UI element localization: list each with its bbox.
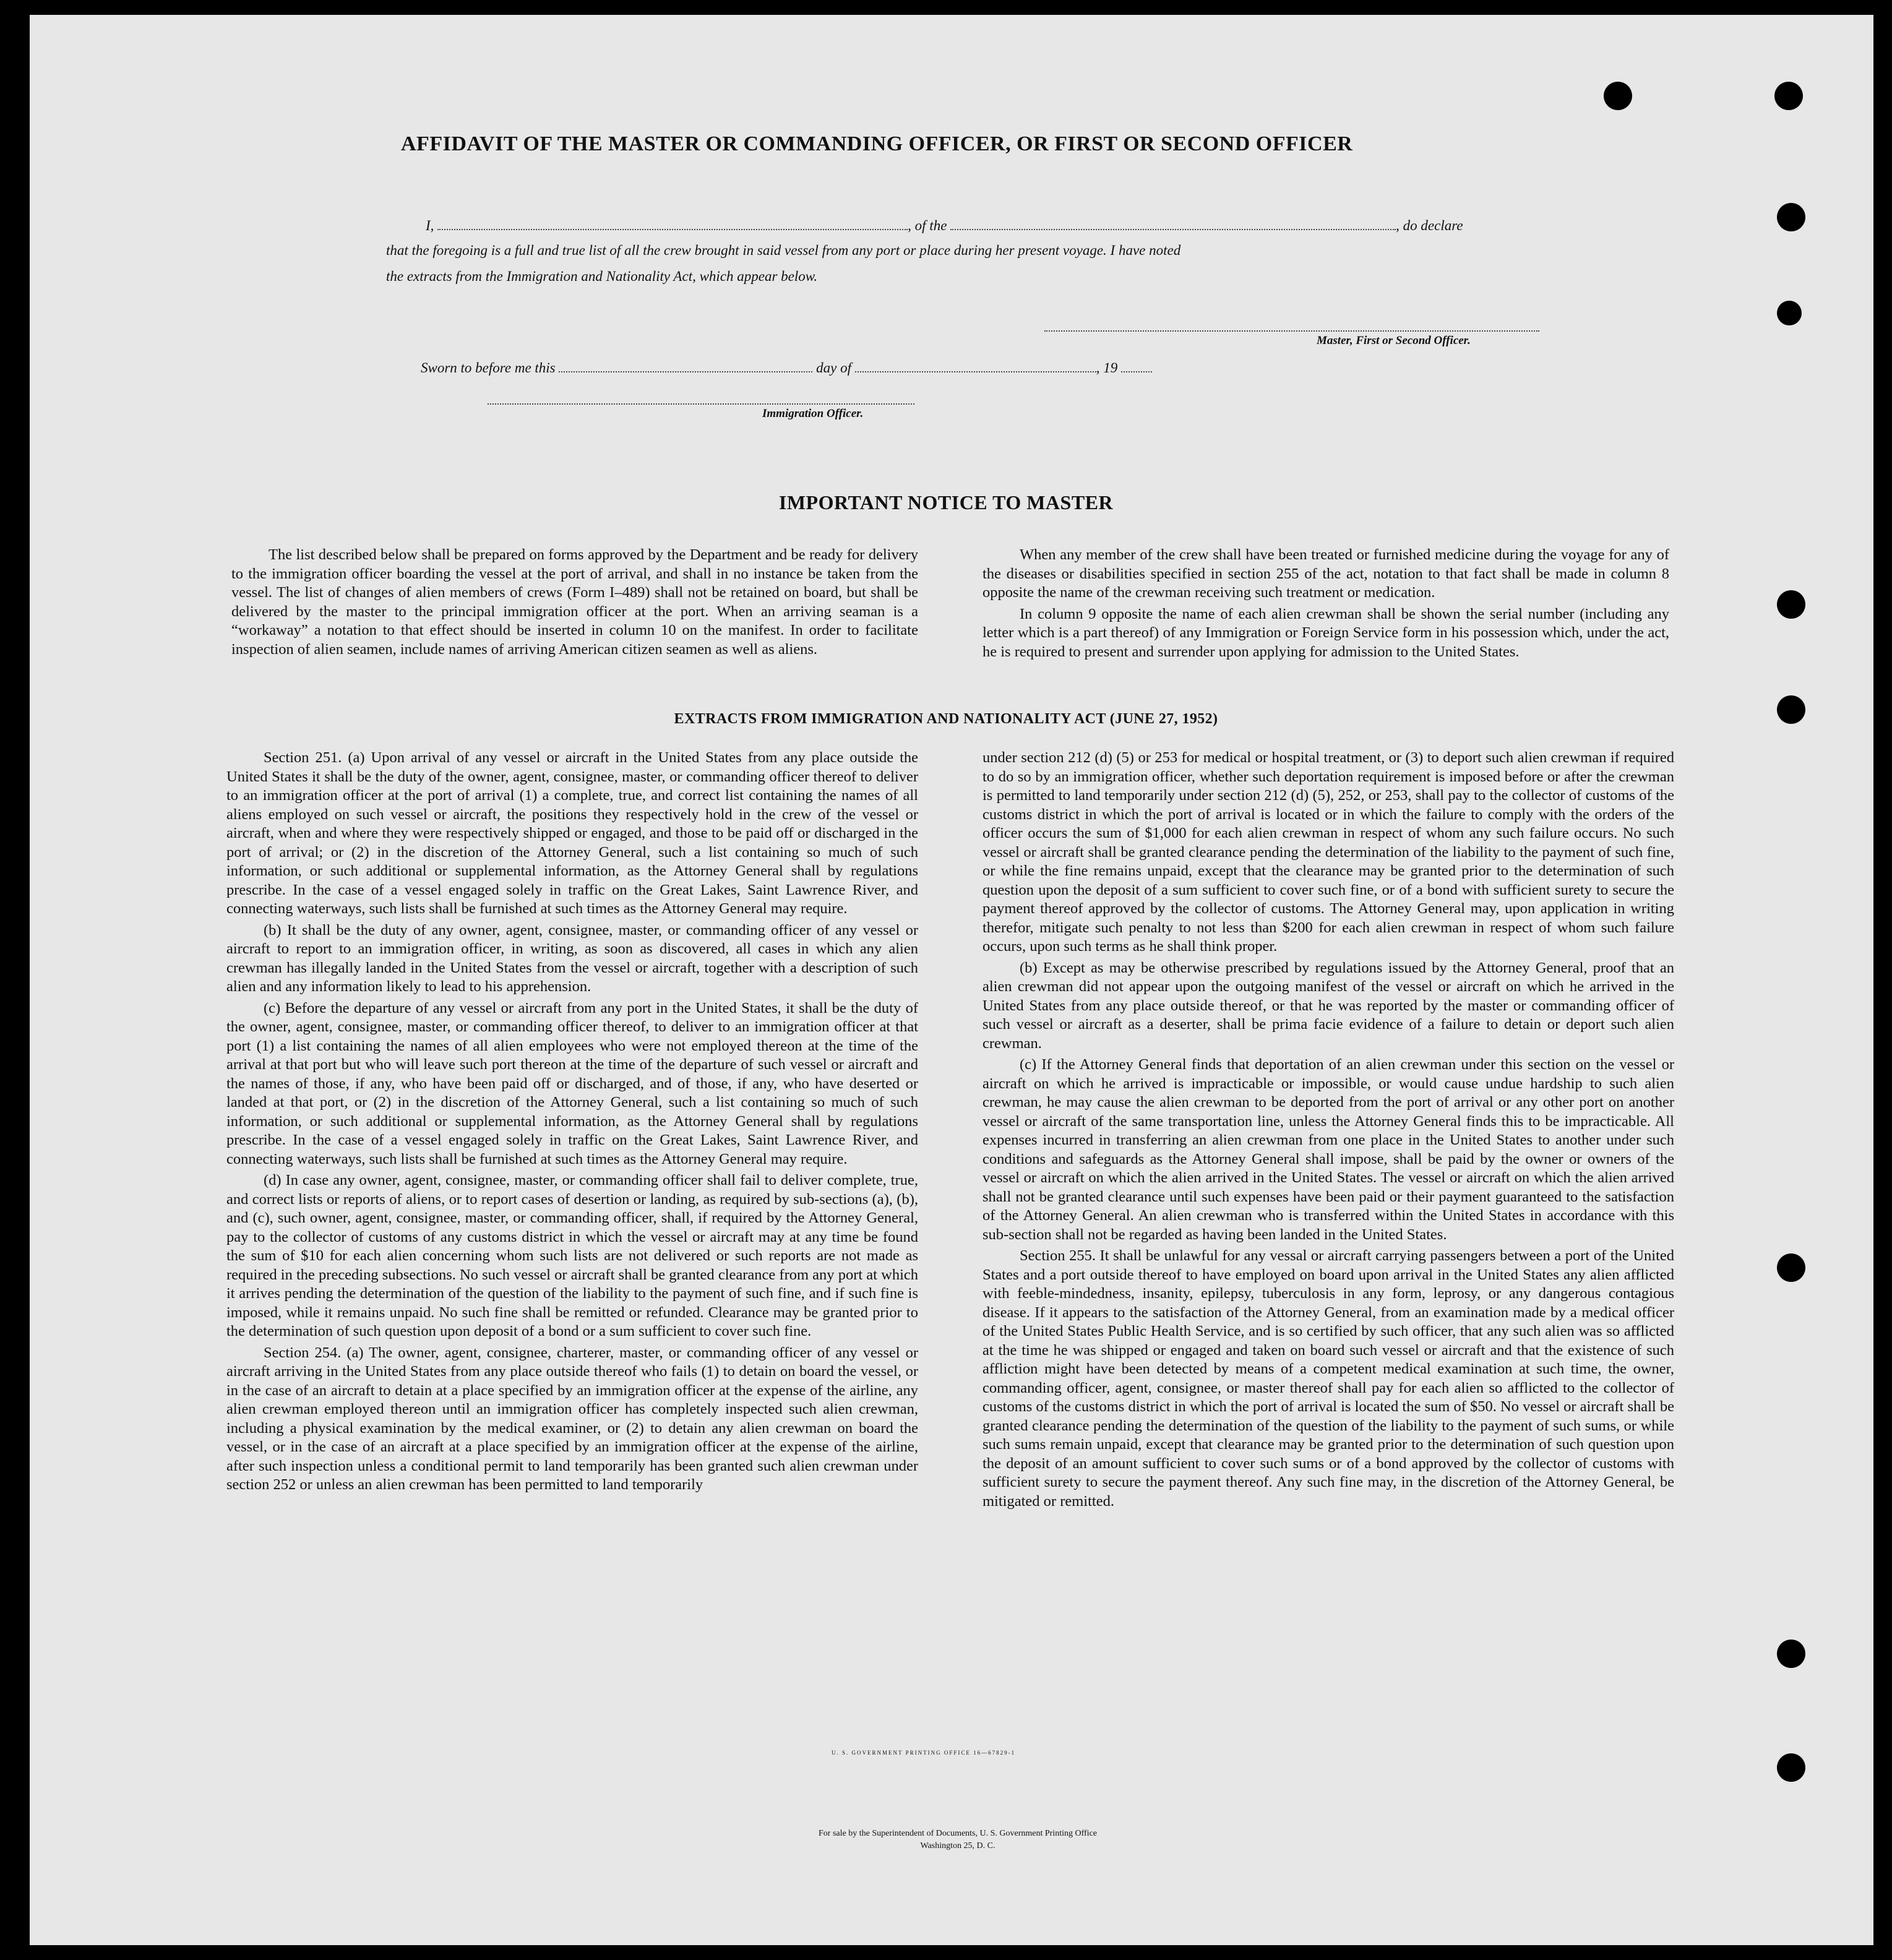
punch-hole-icon	[1777, 695, 1805, 724]
section-251b: (b) It shall be the duty of any owner, agent, consignee, master, or commanding officer of any vessel or aircraft to report to an immigration officer, in writing, as soon as discovered, all cases in which any alien crewman has illegally landed in the United States from the vessel or aircraft, together with a description of such alien and any information likely to lead to his apprehension.	[226, 921, 918, 995]
declaration-declare-label: , do declare	[1396, 218, 1463, 233]
punch-hole-icon	[1774, 82, 1803, 110]
section-251d: (d) In case any owner, agent, consignee, master, or commanding officer shall fail to deliver complete, true, and correct lists or reports of aliens, or to report cases of desertion or landing, as required by sub-sections (a), (b), and (c), such owner, agent, consignee, master, or commanding officer, shall, if required by the Attorney General, pay to the collector of customs of any customs district in which the vessel or aircraft may at any time be found the sum of $10 for each alien concerning whom such lists are not delivered or such reports are not made as required in the preceding subsections. No such vessel or aircraft shall be granted clearance from any port at which it arrives pending the determination of the question of the liability to the payment of such fine, and if such fine is imposed, while it remains unpaid. No such fine shall be remitted or refunded. Clearance may be granted prior to the determination of such question upon deposit of a bond or a sum sufficient to cover such fine.	[226, 1172, 918, 1339]
master-signature-line[interactable]	[1044, 330, 1539, 332]
section-254b: (b) Except as may be otherwise prescribed by regulations issued by the Attorney General, proof that an alien crewman did not appear upon the outgoing manifest of the vessel or aircraft on which he arrived in the United States from any place outside thereof, or that he was reported by the master or commanding officer of such vessel or aircraft as a deserter, shall be prima facie evidence of a failure to detain or deport such alien crewman.	[983, 959, 1674, 1052]
year-label: , 19	[1096, 360, 1118, 376]
notice-left-paragraph: The list described below shall be prepared on forms approved by the Department and be ready for delivery to the immigration officer boarding the vessel at the port of arrival, and shall in no instance be taken from the vessel. The list of changes of alien members of crews (Form I–489) shall not be retained on board, but shall be delivered by the master to the principal immigration officer at the port. When an arriving seaman is a “workaway” a notation to that effect should be inserted in column 10 on the manifest. In order to facilitate inspection of alien seamen, include names of arriving American citizen seamen as well as aliens.	[231, 546, 918, 658]
vessel-name-field[interactable]	[950, 217, 1396, 230]
section-254a-continued: under section 212 (d) (5) or 253 for medical or hospital treatment, or (3) to deport such alien crewman if required to do so by an immigration officer, whether such deportation requirement is imposed before or after the crewman is permitted to land temporarily under section 212 (d) (5), 252, or 253, shall pay to the collector of customs of the customs district in which the port of arrival is located or in which the failure to comply with the orders of the officer occurs the sum of $1,000 for each alien crewman in respect of whom any such failure occurs. No such vessel or aircraft shall be granted clearance pending the determination of the liability to the payment of such fine, or while the fine remains unpaid, except that the clearance may be granted prior to the determination of such question upon the deposit of a sum sufficient to cover such fine, or of a bond with sufficient surety to secure the payment thereof approved by the collector of customs. The Attorney General may, upon application in writing therefor, mitigate such penalty to not less than $200 for each alien crewman in respect of whom such failure occurs, upon such terms as he shall think proper.	[983, 749, 1674, 955]
officer-name-field[interactable]	[437, 217, 908, 230]
punch-hole-icon	[1604, 82, 1632, 110]
declaration-i-label: I,	[426, 218, 434, 233]
declaration-of-the-label: , of the	[908, 218, 947, 233]
notice-left-column	[231, 546, 918, 661]
section-254c: (c) If the Attorney General finds that deportation of an alien crewman under this section on the vessel or aircraft on which he arrived is impracticable or impossible, or would cause undue hardship to such alien crewman, he may cause the alien crewman to be deported from the port of arrival or any other port on another vessel or aircraft of the same transportation line, unless the Attorney General finds this to be impracticable. All expenses incurred in transferring an alien crewman from one place in the United States to another under such conditions and safeguards as the Attorney General shall impose, shall be paid by the owner or owners of the vessel or aircraft on which the alien arrived in the United States. The vessel or aircraft on which the alien arrived shall not be granted clearance until such expenses have been paid or their payment guaranteed to the satisfaction of the Attorney General. An alien crewman who is transferred within the United States in accordance with this sub-section shall not be regarded as having been landed in the United States.	[983, 1056, 1674, 1243]
punch-hole-icon	[1777, 1253, 1805, 1282]
notice-right-paragraph-1: When any member of the crew shall have been treated or furnished medicine during the voyage for any of the diseases or disabilities specified in section 255 of the act, notation to that fact shall be made in column 8 opposite the name of the crewman receiving such treatment or medication.	[983, 546, 1669, 601]
printing-office-imprint: U. S. GOVERNMENT PRINTING OFFICE 16—67829-1	[832, 1750, 1016, 1756]
affidavit-title: AFFIDAVIT OF THE MASTER OR COMMANDING OFFICER, OR FIRST OR SECOND OFFICER	[401, 132, 1353, 155]
punch-hole-icon	[1777, 1753, 1805, 1782]
extracts-right-column	[983, 749, 1674, 1513]
sale-notice-line2: Washington 25, D. C.	[920, 1841, 995, 1850]
section-251c: (c) Before the departure of any vessel or aircraft from any port in the United States, it shall be the duty of the owner, agent, consignee, master, or commanding officer thereof, to deliver to an immigration officer at that port (1) a list containing the names of all alien employees who were not employed thereon at the time of the arrival at that port but who will leave such port thereon at the time of the departure of such vessel or aircraft and the names of those, if any, who have been paid off or discharged, and of those, if any, who have deserted or landed at that port, or (2) in the discretion of the Attorney General, such a list containing so much of such information, or such additional or supplemental information, as the Attorney General shall by regulations prescribe. In the case of a vessel engaged solely in traffic on the Great Lakes, Saint Lawrence River, and connecting waterways, such lists shall be furnished at such times as the Attorney General may require.	[226, 999, 918, 1167]
section-254a: Section 254. (a) The owner, agent, consignee, charterer, master, or commanding officer of any vessel or aircraft arriving in the United States from any place outside thereof who fails (1) to detain on board the vessel, or in the case of an aircraft to detain at a place specified by an immigration officer at the expense of the airline, any alien crewman employed thereon until an immigration officer has completely inspected such alien crewman, including a physical examination by the medical examiner, or (2) to detain any alien crewman on board the vessel, or in the case of an aircraft at a place specified by an immigration officer at the expense of the airline, after such inspection unless a conditional permit to land temporarily has been granted such alien crewman under section 252 or unless an alien crewman has been permitted to land temporarily	[226, 1344, 918, 1493]
immigration-officer-label: Immigration Officer.	[762, 407, 864, 420]
form-sheet	[30, 15, 1873, 1945]
declaration-line	[426, 217, 1576, 234]
master-signature-label: Master, First or Second Officer.	[1317, 334, 1471, 347]
notice-right-paragraph-2: In column 9 opposite the name of each alien crewman shall be shown the serial number (including any letter which is a part thereof) of any Immigration or Foreign Service form in his possession which, under the act, he is required to present and surrender upon applying for admission to the United States.	[983, 605, 1669, 660]
sworn-line	[421, 359, 1473, 376]
extracts-left-column	[226, 749, 918, 1497]
section-251a: Section 251. (a) Upon arrival of any vessel or aircraft in the United States from any place outside the United States it shall be the duty of the owner, agent, consignee, master, or commanding officer thereof to deliver to an immigration officer at the port of arrival (1) a complete, true, and correct list containing the names of all aliens employed on such vessel or aircraft, the positions they respectively hold in the crew of the vessel or aircraft, when and where they were respectively shipped or engaged, and those to be paid off or discharged in the port of arrival; or (2) in the discretion of the Attorney General, such a list containing so much of such information, or such additional or supplemental information, as the Attorney General shall by regulations prescribe. In the case of a vessel engaged solely in traffic on the Great Lakes, Saint Lawrence River, and connecting waterways, such lists shall be furnished at such times as the Attorney General may require.	[226, 749, 918, 917]
sworn-label: Sworn to before me this	[421, 360, 556, 376]
punch-hole-icon	[1777, 301, 1802, 325]
sworn-date-field[interactable]	[559, 359, 812, 372]
punch-hole-icon	[1777, 590, 1805, 619]
declaration-text-line3: the extracts from the Immigration and Nationality Act, which appear below.	[386, 269, 818, 284]
section-255: Section 255. It shall be unlawful for any vessal or aircraft carrying passengers between a port of the United States and a port outside thereof to have employed on board upon arrival in the United States any alien afflicted with feeble-mindedness, insanity, epilepsy, tuberculosis in any form, leprosy, or any dangerous contagious disease. If it appears to the satisfaction of the Attorney General, from an examination made by a medical officer of the United States Public Health Service, and is so certified by such officer, that any such alien was so afflicted at the time he was shipped or engaged and taken on board such vessel or aircraft and that the existence of such affliction might have been detected by means of a competent medical examination at such time, the owner, commanding officer, agent, consignee, or master thereof shall pay for each alien so afflicted to the collector of customs of the customs district in which the port of arrival is located the sum of $50. No vessel or aircraft shall be granted clearance pending the determination of the question of the liability to the payment of such sums, or while such sums remain unpaid, except that clearance may be granted prior to the determination of such question upon the deposit of an amount sufficient to cover such sums or of a bond approved by the collector of customs with sufficient surety to secure the payment thereof. Any such fine may, in the discretion of the Attorney General, be mitigated or remitted.	[983, 1247, 1674, 1510]
immigration-officer-signature-line[interactable]	[488, 403, 914, 405]
sale-notice-line1: For sale by the Superintendent of Documents, U. S. Government Printing Office	[819, 1829, 1097, 1838]
declaration-text-line2: that the foregoing is a full and true list of all the crew brought in said vessel from any port or place during her present voyage. I have noted	[386, 243, 1181, 258]
sworn-year-field[interactable]	[1121, 359, 1152, 372]
day-of-label: day of	[816, 360, 851, 376]
punch-hole-icon	[1777, 203, 1805, 231]
notice-title: IMPORTANT NOTICE TO MASTER	[778, 491, 1114, 514]
sworn-month-field[interactable]	[855, 359, 1096, 372]
notice-right-column	[983, 546, 1669, 664]
punch-hole-icon	[1777, 1640, 1805, 1668]
extracts-title: EXTRACTS FROM IMMIGRATION AND NATIONALITY ACT (JUNE 27, 1952)	[674, 711, 1218, 727]
